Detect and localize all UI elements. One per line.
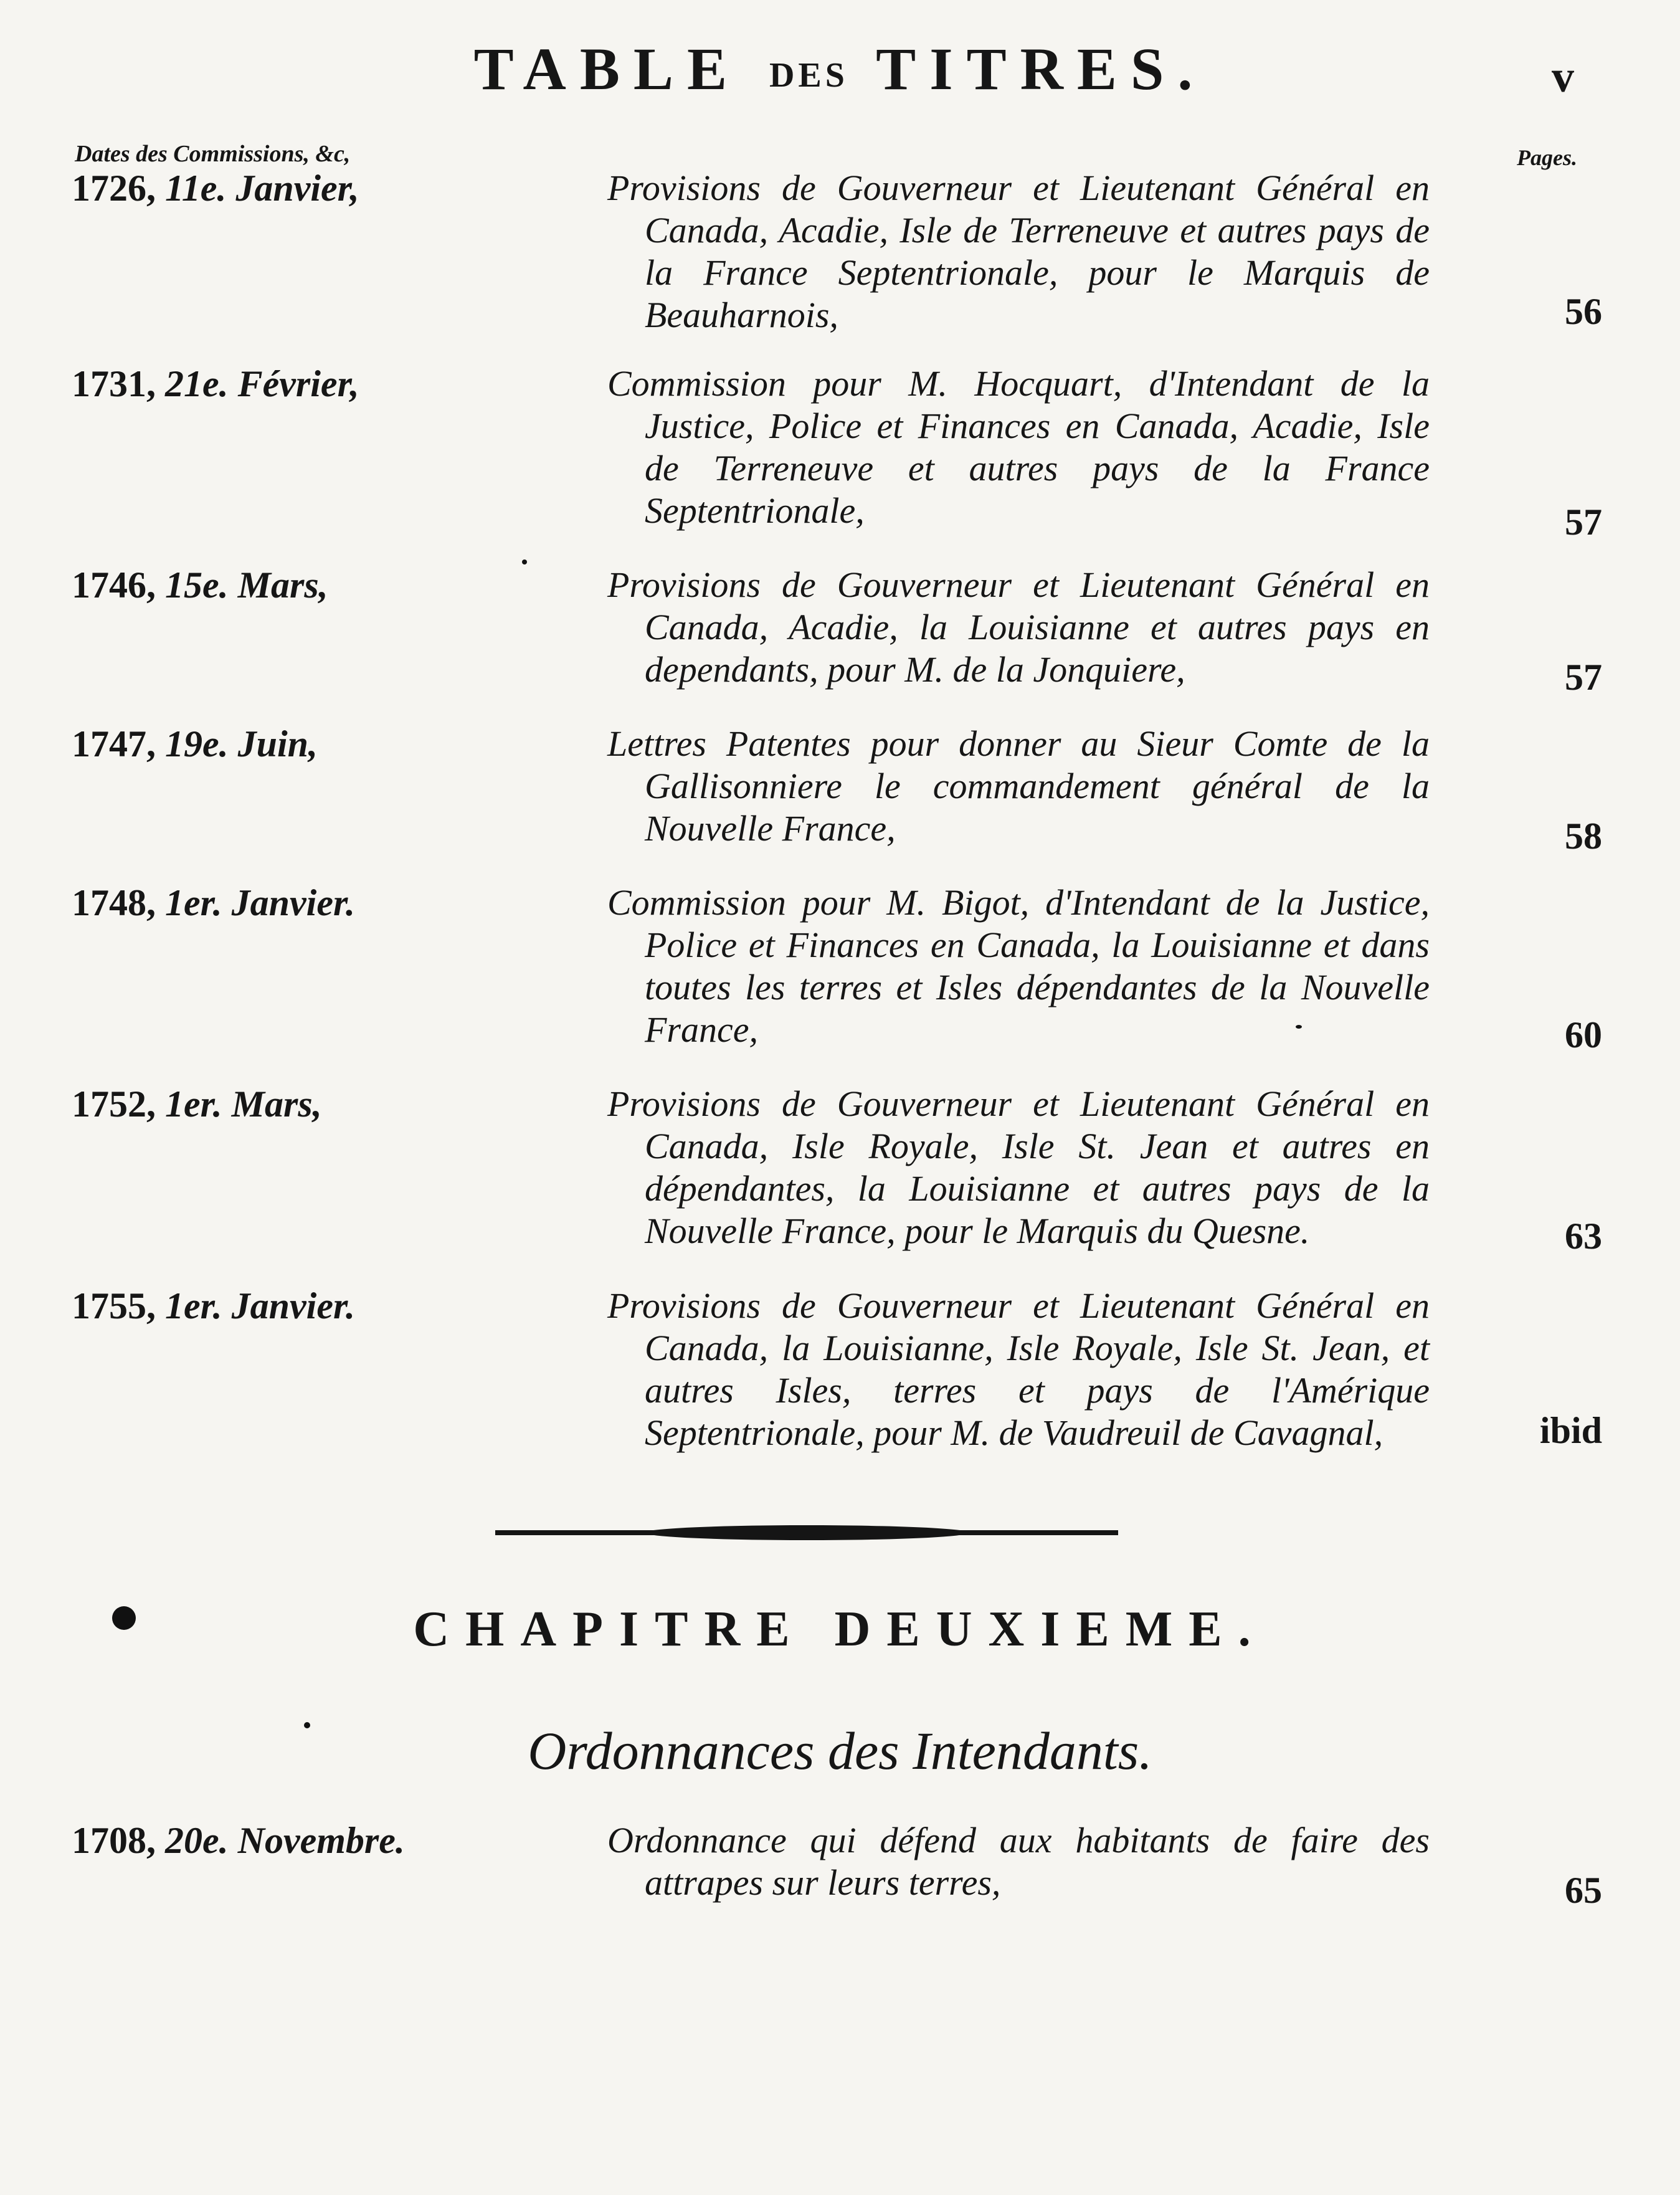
entry-date: [72, 167, 359, 210]
ornamental-rule: [495, 1525, 1118, 1540]
entry-page: 63: [1565, 1216, 1602, 1257]
chapter-title: CHAPITRE DEUXIEME.: [413, 1602, 1267, 1657]
entry-page: 56: [1565, 291, 1602, 332]
column-header-pages: Pages.: [1517, 145, 1577, 170]
entry-day-month: 19e. Juin,: [165, 723, 318, 764]
entry-date: [72, 882, 355, 925]
entry-year: 1747,: [72, 723, 156, 764]
entry-day-month: 20e. Novembre.: [165, 1820, 405, 1861]
entry-day-month: 1er. Janvier.: [165, 1285, 356, 1326]
entry-description: Provisions de Gouverneur et Lieutenant Général en Canada, Acadie, la Louisianne et autres pays en dependants, pour M. de la Jonquiere,: [607, 564, 1430, 690]
entry-date: [72, 1819, 405, 1862]
entry-day-month: 15e. Mars,: [165, 564, 328, 606]
entry-day-month: 21e. Février,: [165, 363, 359, 404]
entry-page: 65: [1565, 1870, 1602, 1911]
entry-day-month: 1er. Janvier.: [165, 882, 356, 923]
ink-speck: [1296, 1025, 1302, 1029]
entry-day-month: 11e. Janvier,: [165, 168, 359, 209]
entry-year: 1752,: [72, 1083, 156, 1125]
entry-page: 57: [1565, 657, 1602, 698]
page-number: v: [1552, 52, 1574, 102]
header-title-end: TITRES.: [876, 36, 1207, 102]
ink-blot: [112, 1606, 136, 1630]
entry-description: Provisions de Gouverneur et Lieutenant Général en Canada, la Louisianne, Isle Royale, Isle St. Jean, et autres Isles, terres et pays de l'Amérique Septentrionale, pour M. de Vaudreuil de Cavagnal,: [607, 1285, 1430, 1453]
entry-description: Lettres Patentes pour donner au Sieur Comte de la Gallisonniere le commandement général de la Nouvelle France,: [607, 723, 1430, 849]
entry-date: [72, 723, 318, 766]
entry-page: 60: [1565, 1014, 1602, 1055]
entry-year: 1731,: [72, 363, 156, 404]
entry-description: Provisions de Gouverneur et Lieutenant Général en Canada, Acadie, Isle de Terreneuve et autres pays de la France Septentrionale, pour le Marquis de Beauharnois,: [607, 168, 1430, 335]
entry-page: 57: [1565, 502, 1602, 543]
entry-description: Commission pour M. Bigot, d'Intendant de la Justice, Police et Finances en Canada, la Louisianne et dans toutes les terres et Isles dépendantes de la Nouvelle France,: [607, 882, 1430, 1050]
entry-date: [72, 1285, 355, 1328]
entry-date: [72, 1083, 322, 1126]
section-title: Ordonnances des Intendants.: [528, 1721, 1152, 1781]
entry-year: 1726,: [72, 168, 156, 209]
header-title-des: DES: [769, 55, 848, 95]
entry-year: 1755,: [72, 1285, 156, 1326]
entry-description: Ordonnance qui défend aux habitants de faire des attrapes sur leurs terres,: [607, 1820, 1430, 1903]
ink-speck: [522, 559, 527, 564]
header-title-main: TABLE: [473, 36, 741, 102]
entry-date: [72, 363, 359, 406]
page-header-title: [0, 34, 1680, 103]
entry-page: 58: [1565, 816, 1602, 857]
entry-description: Provisions de Gouverneur et Lieutenant Général en Canada, Isle Royale, Isle St. Jean et autres en dépendantes, la Louisianne et autres pays de la Nouvelle France, pour le Marquis du Quesne.: [607, 1083, 1430, 1251]
entry-page: ibid: [1539, 1410, 1602, 1451]
entry-date: [72, 564, 328, 607]
entry-year: 1708,: [72, 1820, 156, 1861]
column-header-dates: Dates des Commissions, &c,: [75, 141, 351, 167]
entry-day-month: 1er. Mars,: [165, 1083, 322, 1125]
entry-description: Commission pour M. Hocquart, d'Intendant de la Justice, Police et Finances en Canada, Acadie, Isle de Terreneuve et autres pays de la France Septentrionale,: [607, 363, 1430, 531]
entry-year: 1746,: [72, 564, 156, 606]
ink-speck: [304, 1722, 310, 1728]
entry-year: 1748,: [72, 882, 156, 923]
